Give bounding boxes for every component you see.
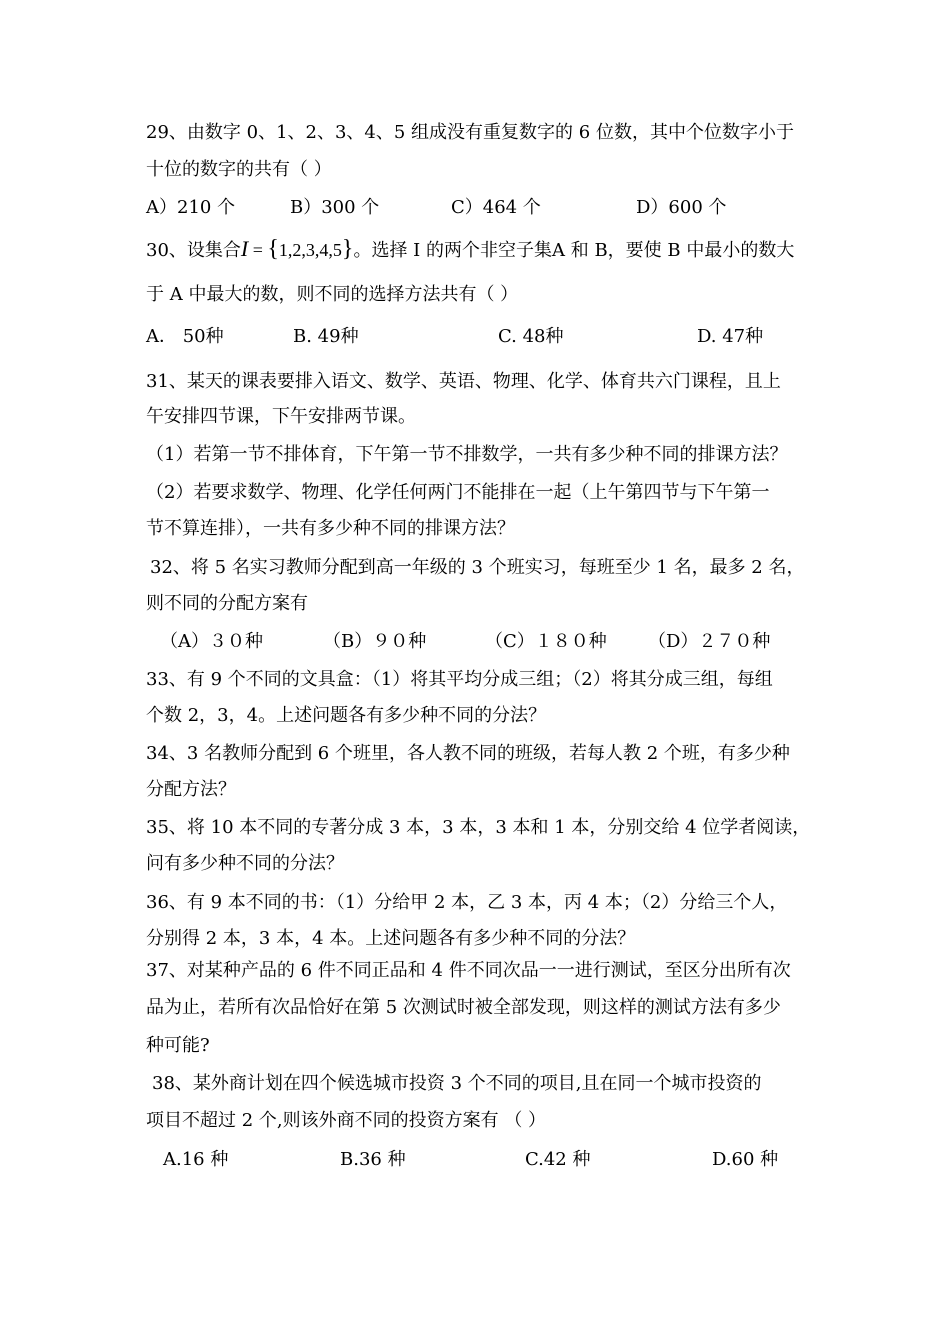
q30-set-eq: = (248, 240, 268, 260)
q29-option-d: D）600 个 (636, 197, 727, 218)
q32-options (0, 630, 950, 654)
q34-line-2: 分配方法？ (146, 779, 236, 800)
q32-option-a: （A）３０种 (160, 631, 263, 652)
q29-line-1: 29、由数字 0、1、2、3、4、5 组成没有重复数字的 6 位数，其中个位数字小于 (146, 122, 794, 143)
q32-option-b: （B）９０种 (323, 631, 427, 652)
q37-line-1: 37、对某种产品的 6 件不同正品和 4 件不同次品一一进行测试，至区分出所有次 (146, 960, 791, 981)
q36-line-1: 36、有 9 本不同的书：（1）分给甲 2 本，乙 3 本，丙 4 本；（2）分给三个人， (146, 892, 788, 913)
q32-line-1: 32、将 5 名实习教师分配到高一年级的 3 个班实习，每班至少 1 名，最多 2 名， (150, 557, 805, 578)
q37-line-3: 种可能? (146, 1035, 210, 1056)
q30-suffix: 。选择 I 的两个非空子集A 和 B，要使 B 中最小的数大 (353, 240, 795, 261)
q38-option-b: B.36 种 (340, 1149, 406, 1170)
q32-option-c: （C）１８０种 (485, 631, 607, 652)
q30-option-b: B. 49种 (293, 326, 359, 347)
q36-line-2: 分别得 2 本，3 本，4 本。上述问题各有多少种不同的分法？ (146, 928, 636, 949)
q29-options (0, 196, 950, 220)
q35-line-2: 问有多少种不同的分法？ (146, 853, 344, 874)
q30-options (0, 325, 950, 349)
q34-line-1: 34、3 名教师分配到 6 个班里，各人教不同的班级，若每人教 2 个班，有多少种 (146, 743, 790, 764)
q30-option-d: D. 47种 (697, 326, 764, 347)
q38-option-a: A.16 种 (163, 1149, 229, 1170)
q30-line-1 (146, 237, 794, 263)
q30-set-body: 1,2,3,4,5 (278, 240, 342, 260)
q33-line-2: 个数 2，3，4。上述问题各有多少种不同的分法？ (146, 705, 547, 726)
q30-set-formula (240, 236, 354, 262)
q31-line-1: 31、某天的课表要排入语文、数学、英语、物理、化学、体育共六门课程，且上 (146, 371, 781, 392)
q30-set-close: } (341, 236, 354, 262)
q37-line-2: 品为止，若所有次品恰好在第 5 次测试时被全部发现，则这样的测试方法有多少 (146, 997, 781, 1018)
q29-line-2: 十位的数字的共有（ ） (146, 159, 332, 180)
q38-line-1: 38、某外商计划在四个候选城市投资 3 个不同的项目,且在同一个城市投资的 (152, 1073, 762, 1094)
q30-prefix: 30、设集合 (146, 240, 241, 261)
q35-line-1: 35、将 10 本不同的专著分成 3 本，3 本，3 本和 1 本，分别交给 4 位学者阅读， (146, 817, 811, 838)
q30-set-open: { (267, 236, 279, 262)
q38-options (0, 1148, 950, 1172)
q31-line-3: （1）若第一节不排体育，下午第一节不排数学，一共有多少种不同的排课方法？ (146, 444, 788, 465)
q30-line-2: 于 A 中最大的数，则不同的选择方法共有（ ） (146, 284, 519, 305)
q38-option-c: C.42 种 (525, 1149, 591, 1170)
q32-line-2: 则不同的分配方案有 (146, 593, 308, 614)
q38-option-d: D.60 种 (712, 1149, 779, 1170)
q38-line-2: 项目不超过 2 个,则该外商不同的投资方案有 （ ） (146, 1110, 547, 1131)
q30-option-a: A． 50种 (146, 326, 224, 347)
q30-set-var: I (240, 236, 249, 261)
q31-line-4: （2）若要求数学、物理、化学任何两门不能排在一起（上午第四节与下午第一 (146, 482, 770, 503)
q30-option-c: C. 48种 (498, 326, 564, 347)
q29-option-a: A）210 个 (146, 197, 236, 218)
q33-line-1: 33、有 9 个不同的文具盒：（1）将其平均分成三组；（2）将其分成三组，每组 (146, 669, 773, 690)
q29-option-c: C）464 个 (451, 197, 541, 218)
q31-line-2: 午安排四节课，下午安排两节课。 (146, 406, 416, 427)
q29-option-b: B）300 个 (290, 197, 380, 218)
q31-line-5: 节不算连排），一共有多少种不同的排课方法？ (146, 518, 515, 539)
q32-option-d: （D）２７０种 (648, 631, 771, 652)
